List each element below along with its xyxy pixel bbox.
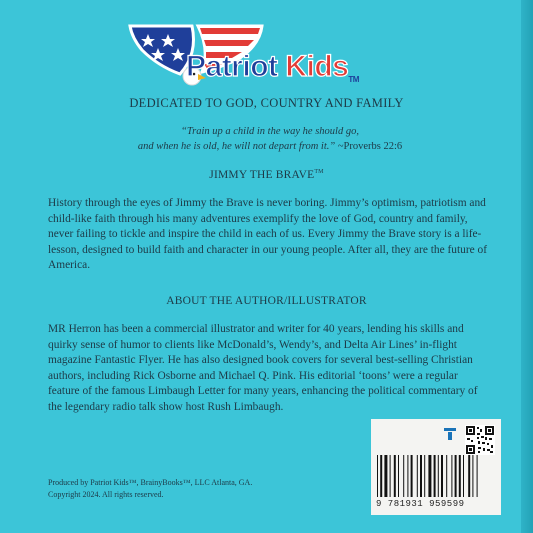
section-heading-tm: TM	[314, 169, 324, 176]
bible-quote	[60, 124, 480, 154]
section-heading-jimmy-text: JIMMY THE BRAVE	[209, 169, 315, 181]
dedication-line: DEDICATED TO GOD, COUNTRY AND FAMILY	[129, 96, 404, 110]
brand-wordmark	[186, 50, 359, 84]
quote-source: ~Proverbs 22:6	[335, 141, 403, 152]
section-heading-jimmy	[0, 169, 533, 181]
credits-line-1: Produced by Patriot Kids™, BrainyBooks™, LLC Atlanta, GA.	[48, 478, 253, 487]
brainy-mark-icon	[443, 427, 457, 441]
credits	[48, 477, 252, 500]
brand-trademark: TM	[348, 75, 359, 84]
quote-line-1: “Train up a child in the way he should go,	[181, 126, 359, 137]
brand-word-patriot: Patriot	[186, 50, 278, 83]
barcode-sticker	[371, 419, 501, 515]
isbn-number: 9 781931 959599	[376, 499, 465, 509]
author-bio: MR Herron has been a commercial illustrator and writer for 40 years, lending his skills and quirky sense of humor to clients like McDonald’s, Wendy’s, and Delta Air Lines’ in-flight magazine Fantastic Flyer. He has also designed book covers for several best-selling Christian authors, including Rick Osborne and Michael Q. Pink. His editorial ‘toons’ were a regular feature of the famous Limbaugh Letter for many years, enhancing the political commentary of the legendary radio talk show host Rush Limbaugh.	[48, 323, 478, 413]
brand-word-kids: Kids	[285, 50, 349, 83]
quote-line-2: and when he is old, he will not depart from it.”	[137, 141, 336, 152]
qr-code-icon	[465, 425, 495, 455]
section-heading-author: ABOUT THE AUTHOR/ILLUSTRATOR	[166, 295, 367, 307]
credits-line-2: Copyright 2024. All rights reserved.	[48, 489, 164, 499]
jimmy-description: History through the eyes of Jimmy the Brave is never boring. Jimmy’s optimism, patriotism and child-like faith through his many adventures exemplify the love of God, country and family, never failing to tickle and inspire the child in each of us. Every Jimmy the Brave story is a life-lesson, designed to build faith and character in our young people. After all, they are the future of America.	[48, 197, 488, 272]
page-edge	[521, 0, 533, 533]
barcode-icon	[377, 455, 489, 497]
